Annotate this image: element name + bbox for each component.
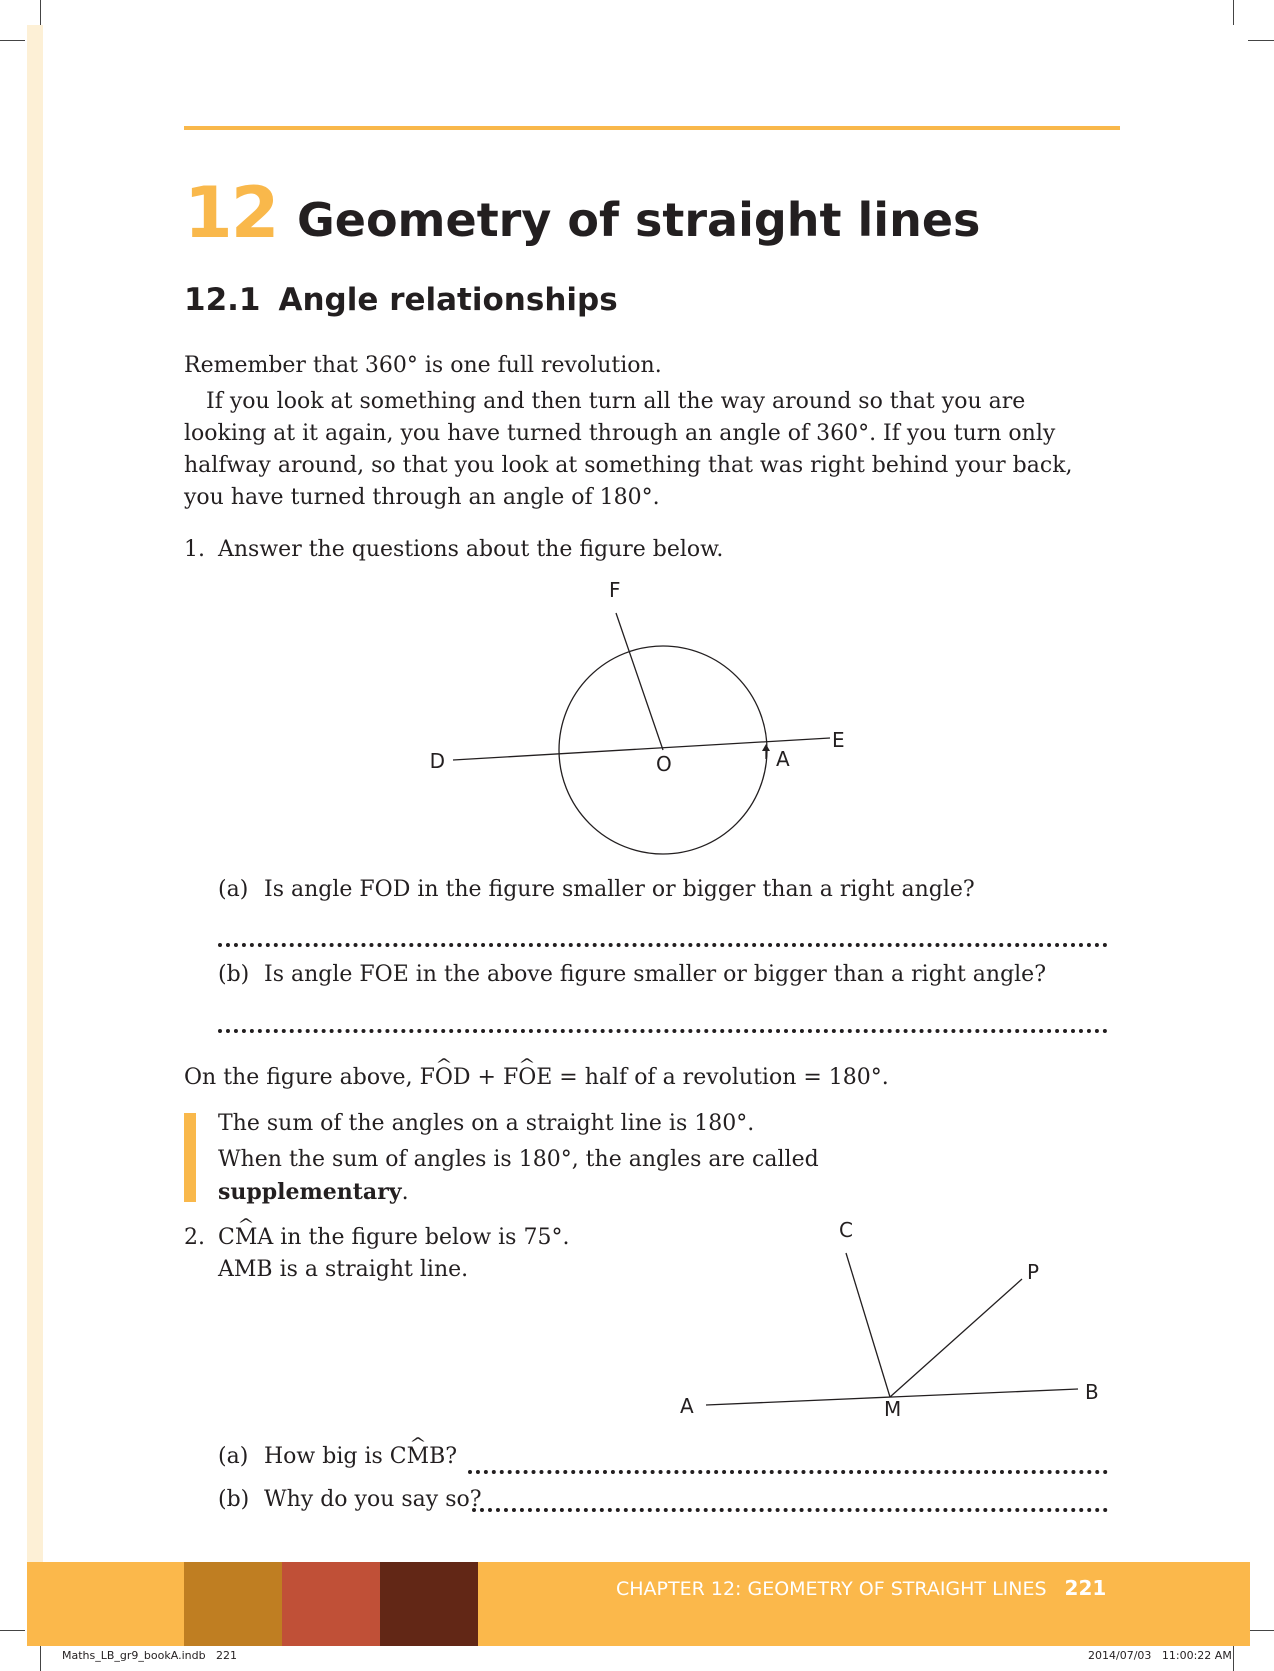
label-D: D (429, 749, 445, 773)
question-1 (184, 534, 723, 566)
note-period: . (401, 1180, 409, 1205)
label-B: B (1085, 1380, 1099, 1404)
crop-mark (1248, 1630, 1274, 1631)
label-A: A (680, 1394, 694, 1418)
circle-figure (420, 575, 850, 865)
answer-line-2a[interactable] (468, 1470, 1108, 1474)
straight-line-figure (660, 1210, 1120, 1430)
question-2 (184, 1222, 569, 1254)
question-1a (218, 874, 975, 906)
question-text: A in the figure below is 75°. (257, 1225, 570, 1250)
page-number: 221 (1064, 1576, 1107, 1600)
part-label: (b) (218, 962, 250, 987)
chapter-number: 12 (184, 172, 278, 254)
slug-right: 2014/07/03 11:00:22 AM (1088, 1649, 1232, 1662)
line-DE (453, 738, 830, 760)
question-2-line-2: AMB is a straight line. (218, 1257, 469, 1282)
label-F: F (609, 578, 621, 602)
crop-mark (1233, 0, 1234, 25)
label-C: C (839, 1218, 853, 1242)
footer-swatch-1 (184, 1562, 282, 1646)
question-2a (218, 1441, 457, 1473)
crop-mark (0, 1630, 25, 1631)
part-label: (b) (218, 1487, 250, 1512)
line-MC (846, 1253, 890, 1397)
crop-mark (40, 0, 41, 25)
part-label: (a) (218, 1444, 249, 1469)
plus-sign: + (470, 1065, 503, 1090)
answer-line-1b[interactable] (218, 1029, 1108, 1033)
question-number: 2. (184, 1225, 205, 1250)
header-rule (184, 126, 1120, 130)
angle-1-start: F (419, 1065, 435, 1090)
question-number: 1. (184, 537, 205, 562)
part-text: Is angle FOE in the above figure smaller or bigger than a right angle? (264, 962, 1046, 987)
part-text: Why do you say so? (264, 1487, 482, 1512)
footer-chapter-text: CHAPTER 12: GEOMETRY OF STRAIGHT LINES (616, 1578, 1047, 1600)
crop-mark (1248, 40, 1274, 41)
angle-sum-statement (184, 1062, 889, 1094)
section-title: Angle relationships (278, 282, 618, 318)
angle-start: C (218, 1225, 235, 1250)
angle-2-start: F (502, 1065, 519, 1090)
note-line-1: The sum of the angles on a straight line is 180°. (218, 1111, 755, 1136)
section-number: 12.1 (184, 282, 261, 318)
crop-mark (0, 40, 25, 41)
angle-vertex: ^ M (235, 1222, 258, 1254)
part-text: Is angle FOD in the figure smaller or bigger than a right angle? (264, 877, 975, 902)
note-keyword-line (218, 1176, 409, 1209)
intro-line: Remember that 360° is one full revolution. (184, 353, 662, 378)
line-MP (890, 1279, 1022, 1397)
footer-swatch-3 (380, 1562, 478, 1646)
page-margin-strip (27, 25, 43, 1645)
angle-vertex: ^ M (407, 1441, 430, 1473)
crop-mark (40, 1646, 41, 1671)
angle-1-end: D (452, 1065, 471, 1090)
note-accent-bar (184, 1113, 196, 1202)
angle-2-vertex: ^ O (518, 1062, 536, 1094)
question-1b (218, 959, 1046, 991)
label-P: P (1027, 1260, 1040, 1284)
label-M: M (884, 1397, 902, 1421)
label-A: A (776, 747, 790, 771)
slug-left: Maths_LB_gr9_bookA.indb 221 (62, 1649, 238, 1662)
angle-1-vertex: ^ O (435, 1062, 453, 1094)
answer-line-1a[interactable] (218, 943, 1108, 947)
statement-suffix: = half of a revolution = 180°. (552, 1065, 889, 1090)
label-O: O (656, 752, 672, 776)
part-label: (a) (218, 877, 249, 902)
part-text-end: B? (429, 1444, 458, 1469)
line-OF (616, 613, 663, 750)
section-heading (184, 278, 618, 322)
question-2b (218, 1484, 482, 1516)
statement-prefix: On the figure above, (184, 1065, 420, 1090)
intro-paragraph: If you look at something and then turn all the way around so that you are looking at it again, you have turned through an angle of 360°. If you turn only halfway around, so that you look at something that was right behind your back, you have turned through an angle of 180°. (184, 389, 1073, 510)
question-text: Answer the questions about the figure below. (218, 537, 724, 562)
chapter-title: Geometry of straight lines (297, 193, 981, 247)
crop-mark (1233, 1646, 1234, 1671)
footer-chapter (616, 1572, 1106, 1605)
arrow-head (762, 744, 770, 751)
angle-2-end: E (536, 1065, 553, 1090)
part-text: How big is C (264, 1444, 407, 1469)
footer-swatch-2 (282, 1562, 380, 1646)
keyword-supplementary: supplementary (218, 1179, 402, 1205)
note-line-2: When the sum of angles is 180°, the angles are called (218, 1147, 819, 1172)
answer-line-2b[interactable] (472, 1508, 1108, 1512)
label-E: E (832, 728, 845, 752)
